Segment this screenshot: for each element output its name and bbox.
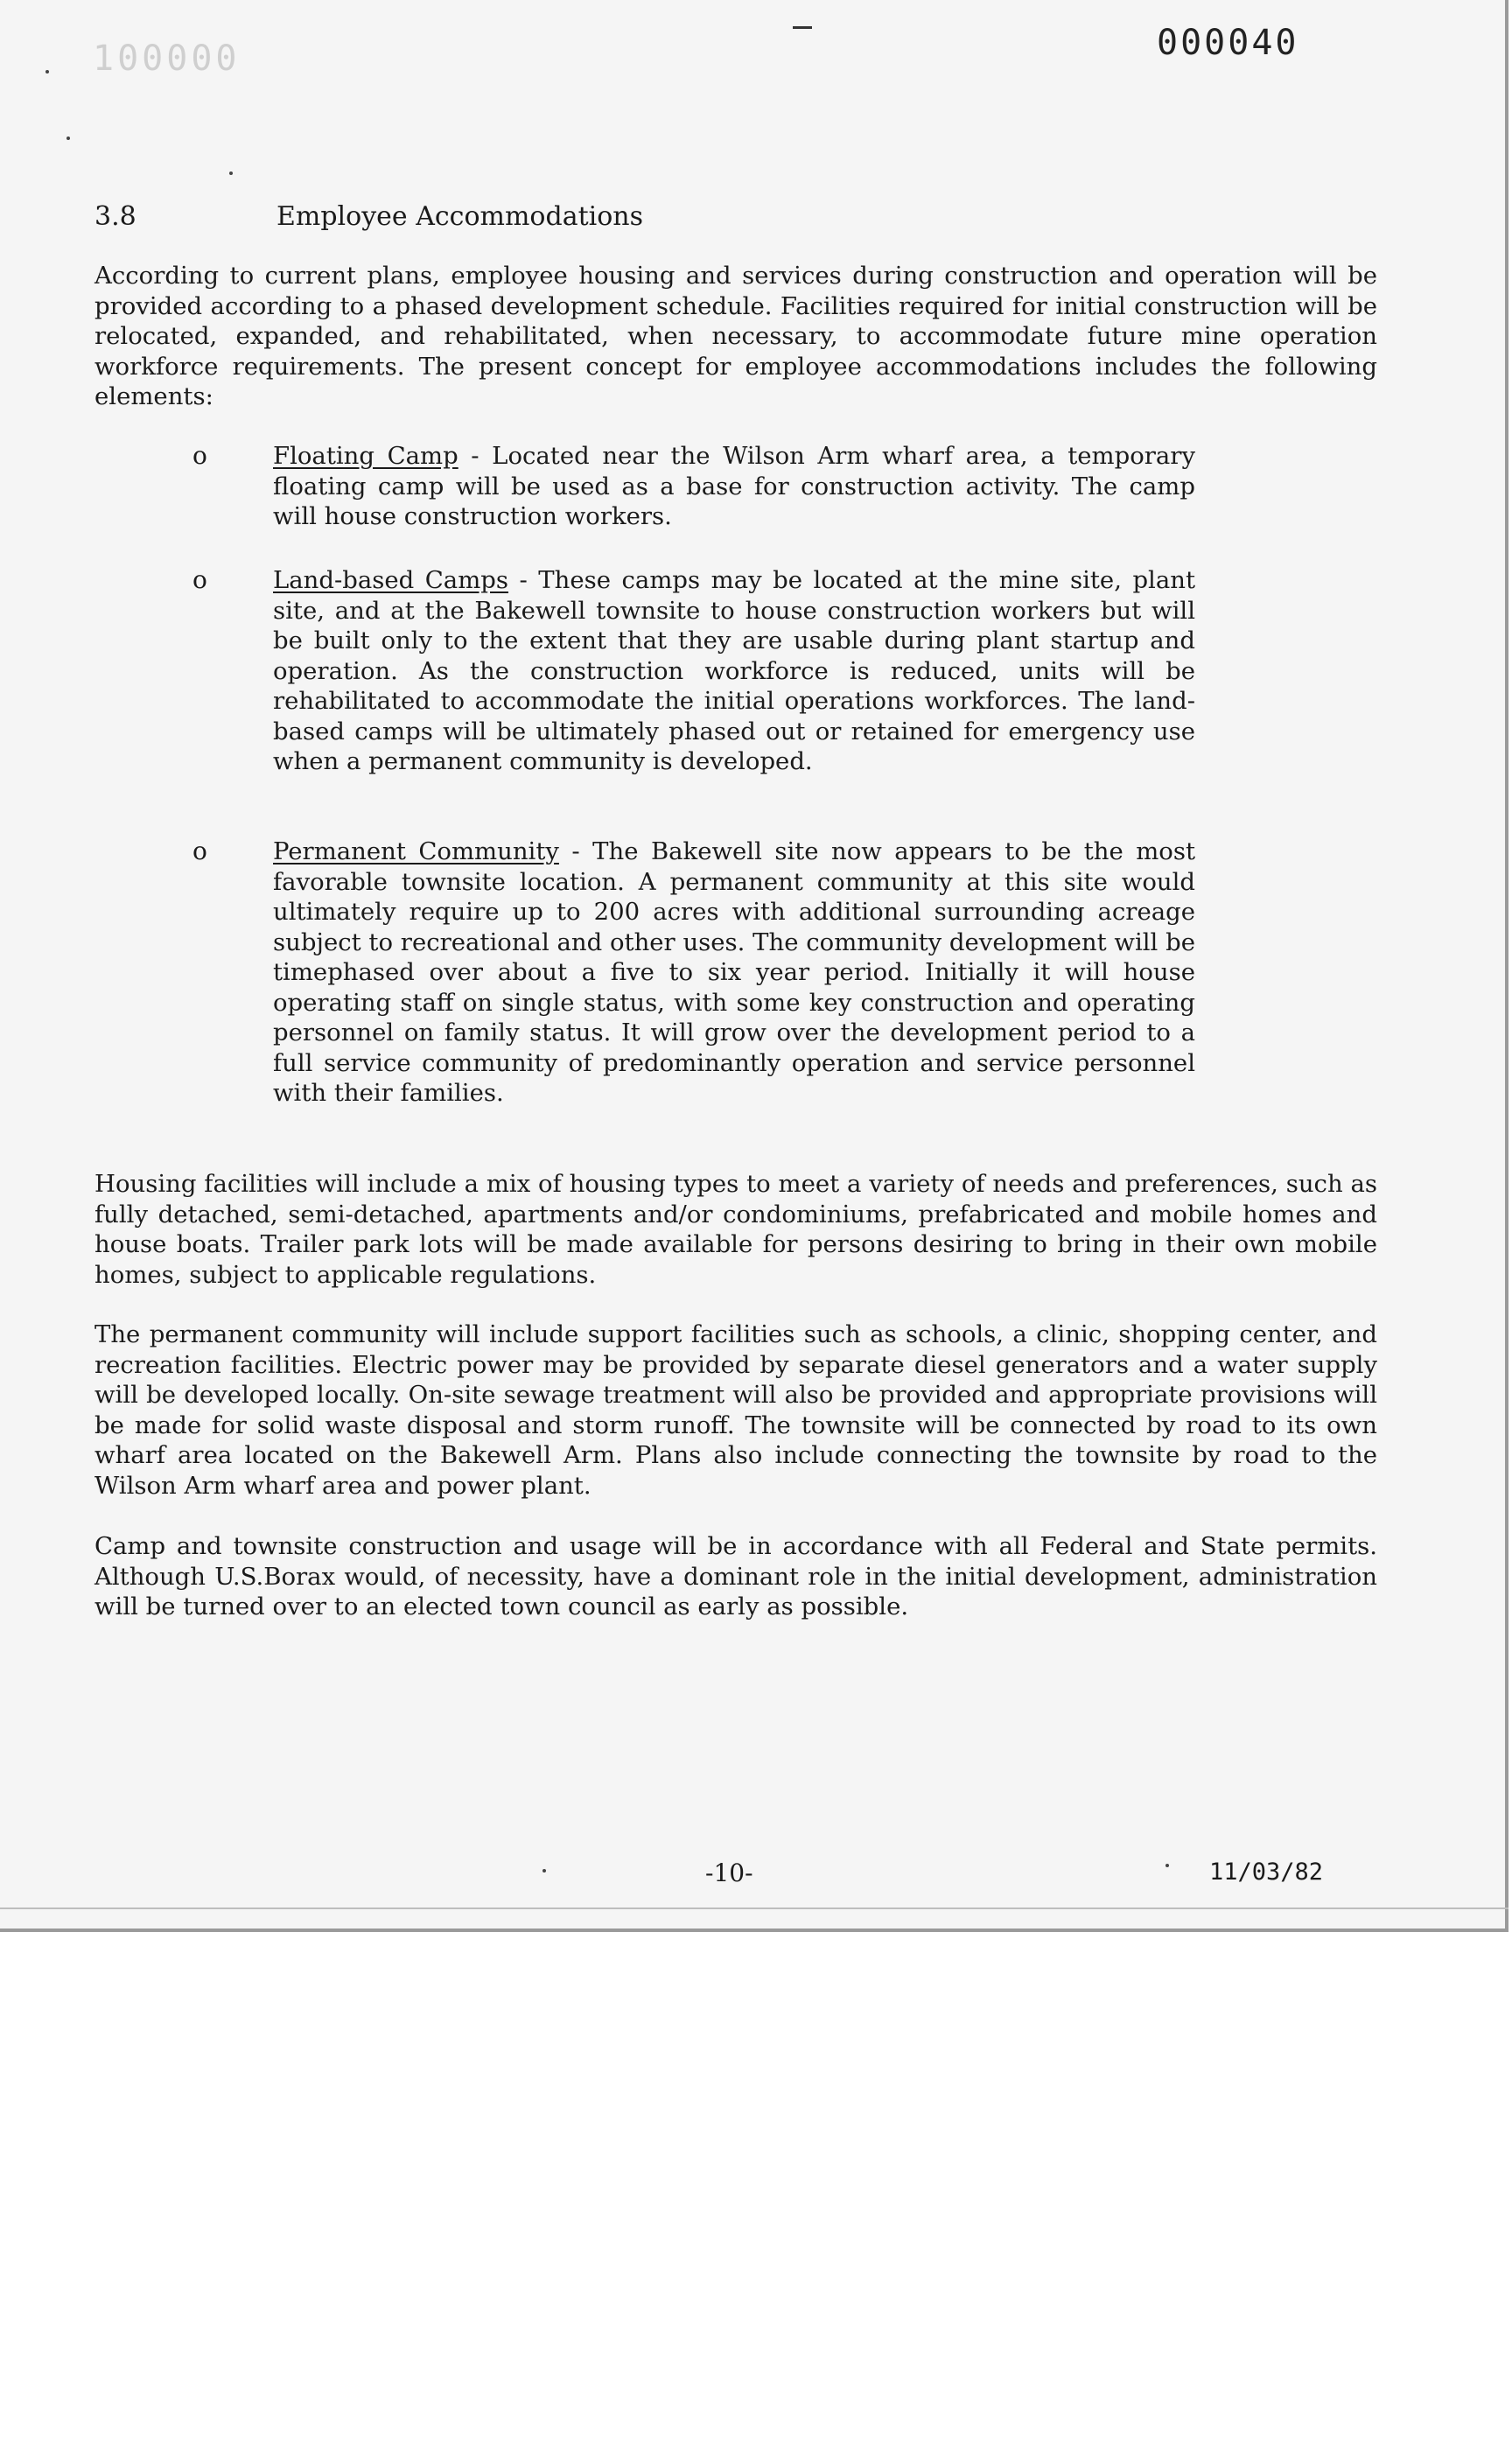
community-paragraph: The permanent community will include support facilities such as schools, a clinic, shopping center, and recreation facilities. Electric power may be provided by separate diesel generators and a water supply will be developed locally. On-site sewage treatment will also be provided and appropriate provisions will be made for solid waste disposal and storm runoff. The townsite will be connected by road to its own wharf area located on the Bakewell Arm. Plans also include connecting the townsite by road to the Wilson Arm wharf area and power plant. xyxy=(94,1320,1377,1500)
scan-speck xyxy=(46,70,49,74)
section-heading xyxy=(94,201,643,232)
bullet-body xyxy=(192,836,1195,1109)
construction-paragraph: Camp and townsite construction and usage will be in accordance with all Federal and State permits. Although U.S.Borax would, of necessity, have a dominant role in the initial development, administration will be turned over to an elected town council as early as possible. xyxy=(94,1532,1377,1620)
scan-speck xyxy=(1166,1864,1169,1867)
housing-paragraph: Housing facilities will include a mix of housing types to meet a variety of needs and preferences, such as fully detached, semi-detached, apartments and/or condominiums, prefabricated and mobile homes and house boats. Trailer park lots will be made available for persons desiring to bring in their own mobile homes, subject to applicable regulations. xyxy=(94,1170,1377,1289)
scan-mark xyxy=(793,26,812,29)
bullet-marker: o xyxy=(192,836,207,865)
scan-speck xyxy=(66,136,70,140)
bullet-title: Permanent Community xyxy=(273,837,559,865)
bullet-title: Land-based Camps xyxy=(273,566,508,594)
section-number: 3.8 xyxy=(94,201,136,232)
document-date: 11/03/82 xyxy=(1209,1858,1324,1886)
bottom-rule xyxy=(0,1908,1508,1909)
scan-speck xyxy=(229,172,233,175)
bullet-marker: o xyxy=(192,565,207,594)
section-title: Employee Accommodations xyxy=(276,201,644,232)
page-number: -10- xyxy=(705,1858,753,1887)
bullet-body xyxy=(192,441,1195,532)
faint-stamp-number: 100000 xyxy=(93,38,241,79)
scan-speck xyxy=(542,1869,546,1872)
bullet-text: - The Bakewell site now appears to be the most favorable townsite location. A permanent community at this site would ultimately require up to 200 acres with additional surrounding acreage subject to recreational and other uses. The community development will be timephased over about a five to six year period. Initially it will house operating staff on single status, with some key construction and operating personnel on family status. It will grow over the development period to a full service community of predominantly operation and service personnel with their families. xyxy=(273,837,1195,1107)
bullet-title: Floating Camp xyxy=(273,442,458,470)
document-number: 000040 xyxy=(1157,23,1299,63)
bullet-text: - Located near the Wilson Arm wharf area, a temporary floating camp will be used as a base for construction activity. The camp will house construction workers. xyxy=(273,442,1195,530)
bullet-text: - These camps may be located at the mine site, plant site, and at the Bakewell townsite to house construction workers but will be built only to the extent that they are usable during plant startup and operation. As the construction workforce is reduced, units will be rehabilitated to accommodate the initial operations workforces. The land-based camps will be ultimately phased out or retained for emergency use when a permanent community is developed. xyxy=(273,566,1195,775)
bullet-body xyxy=(192,565,1195,777)
intro-paragraph: According to current plans, employee housing and services during construction and operation will be provided according to a phased development schedule. Facilities required for initial construction will be relocated, expanded, and rehabilitated, when necessary, to accommodate future mine operation workforce requirements. The present concept for employee accommodations includes the following elements: xyxy=(94,262,1377,410)
bullet-marker: o xyxy=(192,441,207,470)
